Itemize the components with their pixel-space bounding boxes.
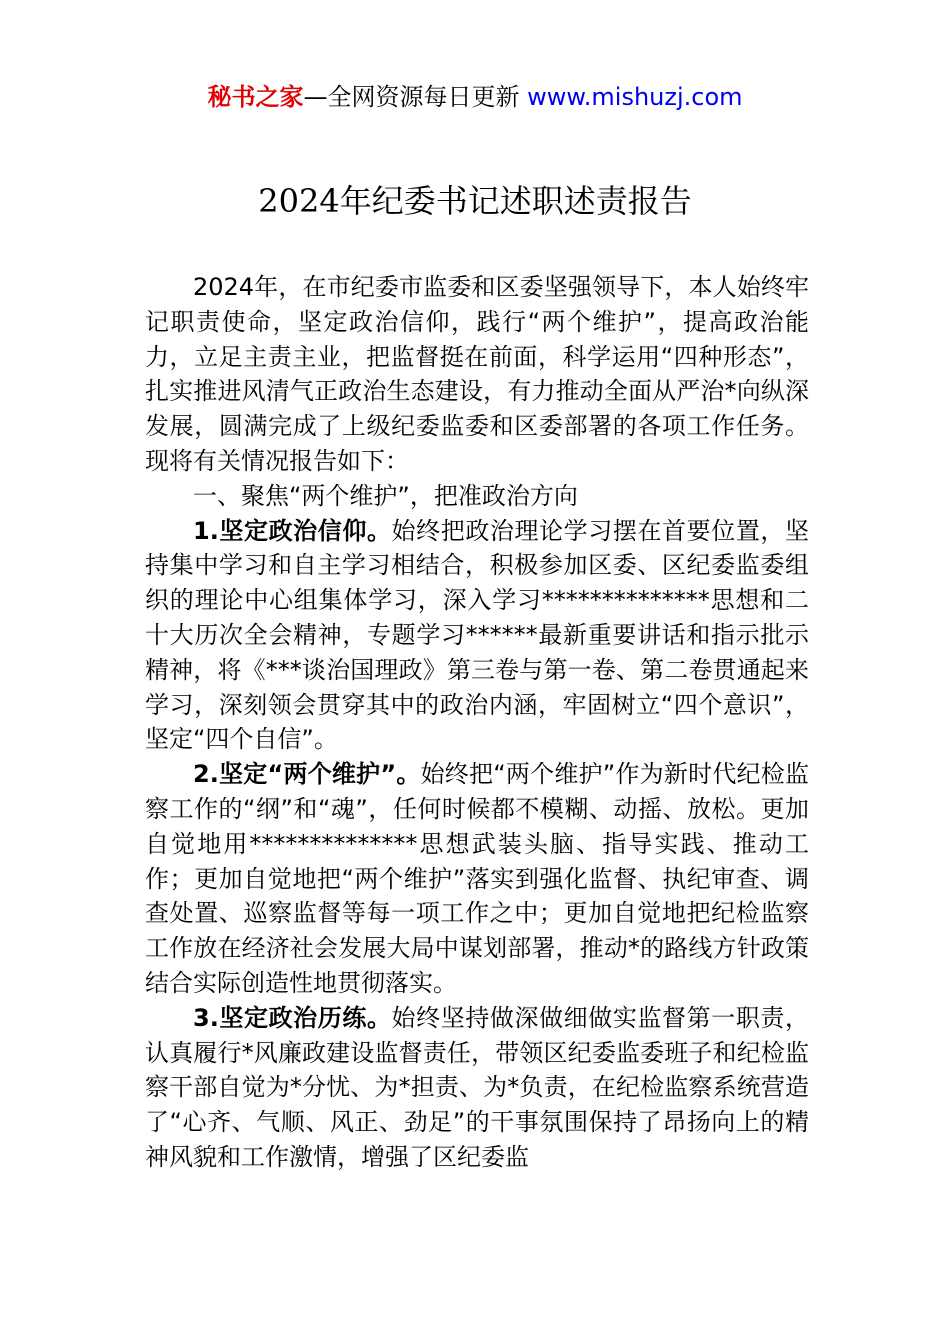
item-paragraph-3 [145, 1001, 809, 1175]
header-slogan: 全网资源每日更新 [327, 83, 528, 111]
document-body [145, 270, 809, 1175]
item-paragraph-1 [145, 514, 809, 758]
item-heading-1: 1.坚定政治信仰。 [193, 516, 392, 545]
site-url-link[interactable]: www.mishuzj.com [527, 83, 743, 111]
item-heading-2: 2.坚定“两个维护”。 [193, 760, 421, 789]
item-body-3: 始终坚持做深做细做实监督第一职责，认真履行*风廉政建设监督责任，带领区纪委监委班子和纪检监察干部自觉为*分忧、为*担责、为*负责，在纪检监察系统营造了“心齐、气顺、风正、劲足”的干事氛围保持了昂扬向上的精神风貌和工作激情，增强了区纪委监 [145, 1003, 809, 1171]
header-separator: — [303, 83, 328, 111]
site-header [0, 80, 950, 114]
site-brand: 秘书之家 [207, 83, 304, 111]
intro-paragraph: 2024年，在市纪委市监委和区委坚强领导下，本人始终牢记职责使命，坚定政治信仰，践行“两个维护”，提高政治能力，立足主责主业，把监督挺在前面，科学运用“四种形态”，扎实推进风清气正政治生态建设，有力推动全面从严治*向纵深发展，圆满完成了上级纪委监委和区委部署的各项工作任务。现将有关情况报告如下： [145, 273, 809, 475]
section-heading-1: 一、聚焦“两个维护”，把准政治方向 [193, 481, 578, 510]
document-title: 2024年纪委书记述职述责报告 [258, 182, 692, 220]
item-body-2: 始终把“两个维护”作为新时代纪检监察工作的“纲”和“魂”，任何时候都不模糊、动摇、放松。更加自觉地用**************思想武装头脑、指导实践、推动工作；更加自觉地把“两个维护”落实到强化监督、执纪审查、调查处置、巡察监督等每一项工作之中；更加自觉地把纪检监察工作放在经济社会发展大局中谋划部署，推动*的路线方针政策结合实际创造性地贯彻落实。 [145, 760, 809, 997]
item-paragraph-2 [145, 757, 809, 1001]
item-body-1: 始终把政治理论学习摆在首要位置，坚持集中学习和自主学习相结合，积极参加区委、区纪委监委组织的理论中心组集体学习，深入学习**************思想和二十大历次全会精神，专题学习******最新重要讲话和指示批示精神，将《***谈治国理政》第三卷与第一卷、第二卷贯通起来学习，深刻领会贯穿其中的政治内涵，牢固树立“四个意识”，坚定“四个自信”。 [145, 516, 809, 754]
item-heading-3: 3.坚定政治历练。 [193, 1003, 392, 1032]
